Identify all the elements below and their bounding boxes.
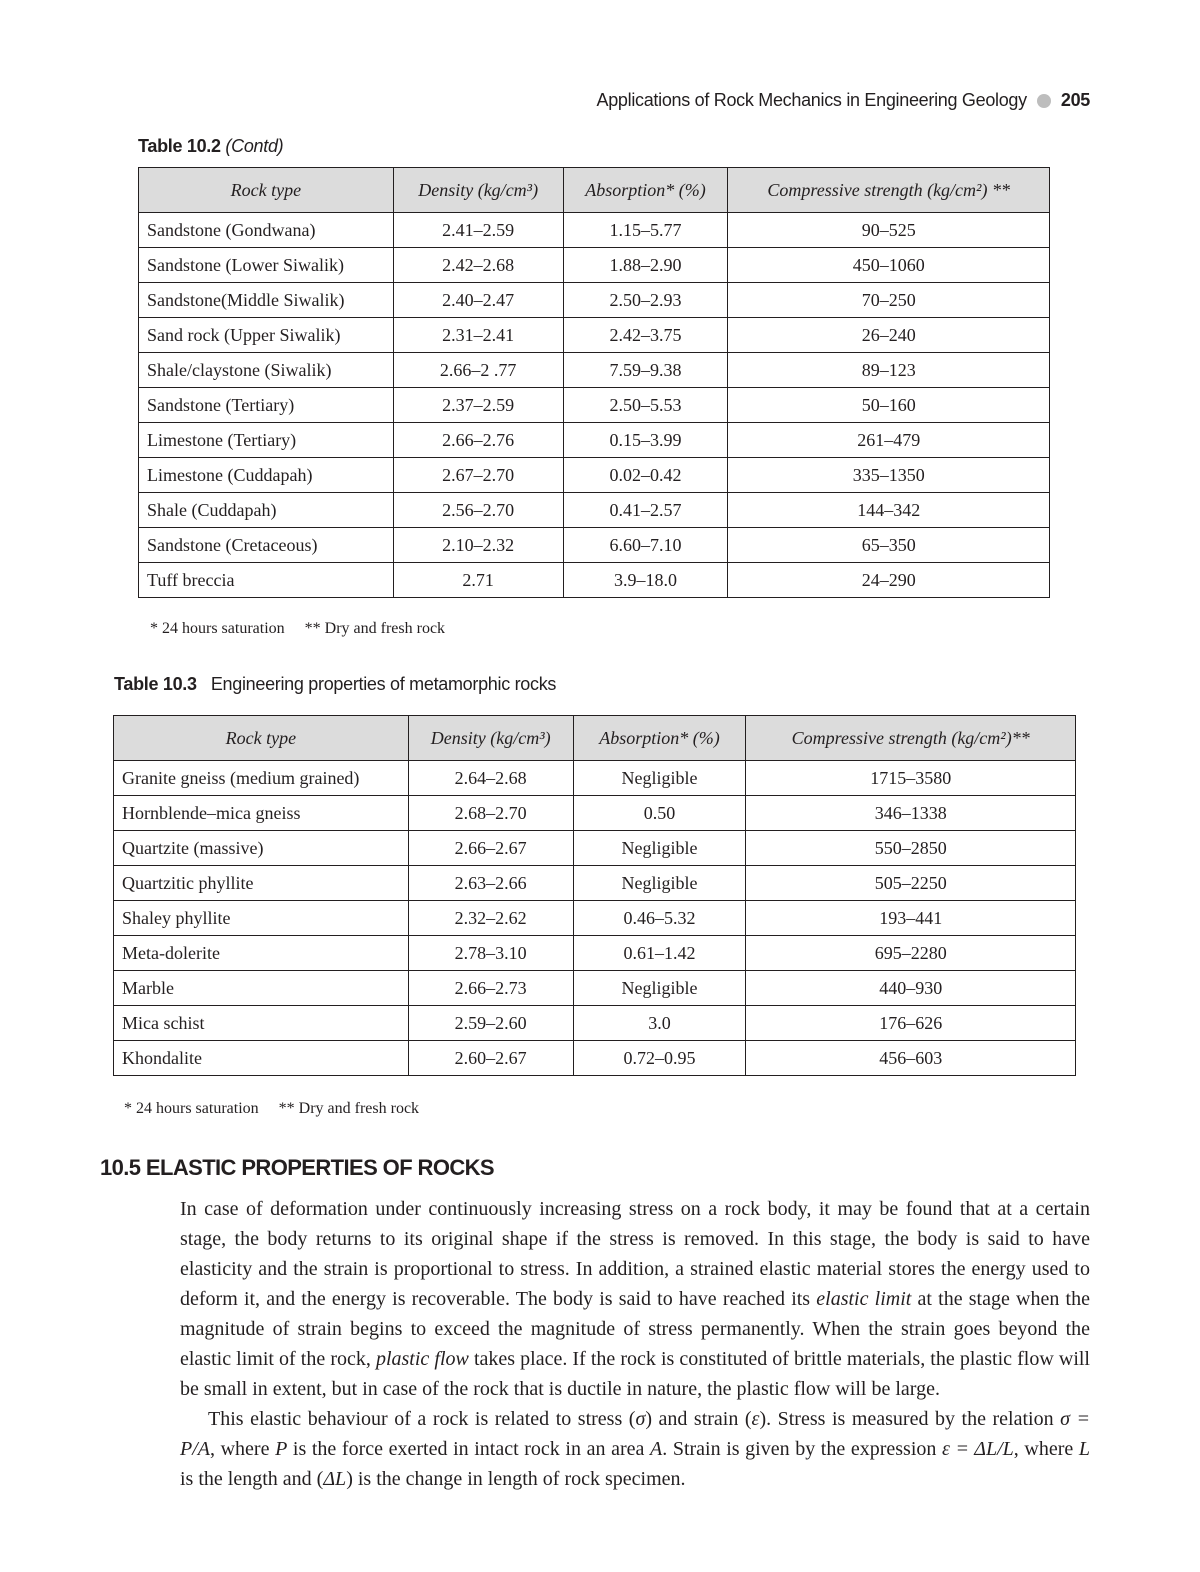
table-10-2 (138, 167, 1050, 598)
absorption-cell: 2.50–5.53 (563, 388, 728, 423)
table-row (139, 423, 1050, 458)
compressive-strength-cell: 144–342 (728, 493, 1050, 528)
text-run: , where (1013, 1438, 1079, 1460)
table-row (114, 901, 1076, 936)
rock-type-cell: Hornblende–mica gneiss (114, 796, 409, 831)
page-number: 205 (1060, 90, 1090, 110)
table-10-2-caption (138, 136, 283, 157)
rock-type-cell: Sandstone (Cretaceous) (139, 528, 394, 563)
compressive-strength-cell: 70–250 (728, 283, 1050, 318)
absorption-cell: 1.15–5.77 (563, 213, 728, 248)
rock-type-cell: Marble (114, 971, 409, 1006)
absorption-cell: Negligible (573, 971, 746, 1006)
column-header-absorption: Absorption* (%) (563, 168, 728, 213)
density-cell: 2.66–2 .77 (393, 353, 563, 388)
column-header-density: Density (kg/cm³) (393, 168, 563, 213)
text-run: ). Stress is measured by the relation (759, 1408, 1061, 1430)
text-run: In case of deformation under continuously increasing stress on a rock body, it may be found that at a certain stage, the body returns to its original shape if the stress is removed. In this stage, the body is said to have elasticity and the strain is proportional to stress. In addition, a strained elastic material stores the energy used to deform it, and the energy is recoverable. The body is said to have reached its (180, 1198, 1090, 1310)
rock-type-cell: Sandstone(Middle Siwalik) (139, 283, 394, 318)
table-row (139, 388, 1050, 423)
text-run: takes place. If the rock is constituted of brittle materials, the plastic flow will be small in extent, but in case of the rock that is ductile in nature, the plastic flow will be large. (180, 1348, 1090, 1400)
rock-type-cell: Sandstone (Lower Siwalik) (139, 248, 394, 283)
table-row (139, 528, 1050, 563)
term-plastic-flow: plastic flow (375, 1348, 469, 1370)
rock-type-cell: Limestone (Cuddapah) (139, 458, 394, 493)
compressive-strength-cell: 89–123 (728, 353, 1050, 388)
density-cell: 2.32–2.62 (408, 901, 573, 936)
text-run: ) and strain ( (645, 1408, 752, 1430)
text-run: . Strain is given by the expression (662, 1438, 943, 1460)
compressive-strength-cell: 346–1338 (746, 796, 1076, 831)
rock-type-cell: Shaley phyllite (114, 901, 409, 936)
rock-type-cell: Tuff breccia (139, 563, 394, 598)
table-row (114, 971, 1076, 1006)
compressive-strength-cell: 550–2850 (746, 831, 1076, 866)
density-cell: 2.66–2.76 (393, 423, 563, 458)
bullet-dot-icon (1037, 94, 1051, 108)
compressive-strength-cell: 24–290 (728, 563, 1050, 598)
column-header-compressive-strength: Compressive strength (kg/cm²)** (746, 716, 1076, 761)
table-row (139, 563, 1050, 598)
rock-type-cell: Shale (Cuddapah) (139, 493, 394, 528)
density-cell: 2.66–2.73 (408, 971, 573, 1006)
absorption-cell: Negligible (573, 866, 746, 901)
absorption-cell: 2.50–2.93 (563, 283, 728, 318)
table-10-3-title: Engineering properties of metamorphic rocks (210, 674, 557, 694)
table-row (114, 796, 1076, 831)
density-cell: 2.71 (393, 563, 563, 598)
density-cell: 2.63–2.66 (408, 866, 573, 901)
absorption-cell: 1.88–2.90 (563, 248, 728, 283)
absorption-cell: 0.50 (573, 796, 746, 831)
table-row (139, 318, 1050, 353)
rock-type-cell: Shale/claystone (Siwalik) (139, 353, 394, 388)
absorption-cell: 0.41–2.57 (563, 493, 728, 528)
table-row (114, 831, 1076, 866)
column-header-compressive-strength: Compressive strength (kg/cm²) ** (728, 168, 1050, 213)
rock-type-cell: Meta-dolerite (114, 936, 409, 971)
density-cell: 2.42–2.68 (393, 248, 563, 283)
table-row (114, 936, 1076, 971)
compressive-strength-cell: 176–626 (746, 1006, 1076, 1041)
absorption-cell: 0.72–0.95 (573, 1041, 746, 1076)
compressive-strength-cell: 50–160 (728, 388, 1050, 423)
text-run: is the length and ( (180, 1468, 324, 1490)
compressive-strength-cell: 261–479 (728, 423, 1050, 458)
compressive-strength-cell: 90–525 (728, 213, 1050, 248)
table-row (114, 1041, 1076, 1076)
density-cell: 2.66–2.67 (408, 831, 573, 866)
compressive-strength-cell: 440–930 (746, 971, 1076, 1006)
running-head (597, 90, 1091, 111)
symbol-sigma: σ (635, 1408, 646, 1430)
absorption-cell: 0.02–0.42 (563, 458, 728, 493)
table-row (114, 1006, 1076, 1041)
footnote-saturation: * 24 hours saturation (150, 620, 285, 637)
formula-stress: σ = P/A (180, 1408, 1091, 1460)
absorption-cell: Negligible (573, 761, 746, 796)
symbol-epsilon: ε (751, 1408, 760, 1430)
rock-type-cell: Sandstone (Gondwana) (139, 213, 394, 248)
table-row (139, 353, 1050, 388)
absorption-cell: 3.9–18.0 (563, 563, 728, 598)
table-10-2-label: Table 10.2 (138, 136, 221, 156)
paragraph-1 (180, 1194, 1090, 1404)
table-10-3-caption (114, 674, 556, 695)
table-row (114, 866, 1076, 901)
rock-type-cell: Quartzitic phyllite (114, 866, 409, 901)
symbol-delta-l: ΔL (323, 1468, 347, 1490)
footnote-dry-fresh: ** Dry and fresh rock (278, 1100, 420, 1117)
table-row (139, 493, 1050, 528)
table-10-3 (113, 715, 1076, 1076)
density-cell: 2.40–2.47 (393, 283, 563, 318)
paragraph-2 (180, 1404, 1090, 1494)
table-10-3-label: Table 10.3 (114, 674, 197, 694)
absorption-cell: Negligible (573, 831, 746, 866)
table-10-2-contd: (Contd) (225, 136, 284, 156)
absorption-cell: 0.46–5.32 (573, 901, 746, 936)
density-cell: 2.78–3.10 (408, 936, 573, 971)
compressive-strength-cell: 193–441 (746, 901, 1076, 936)
table-body (114, 761, 1076, 1076)
text-run: ) is the change in length of rock specimen. (346, 1468, 686, 1490)
table-row (139, 283, 1050, 318)
compressive-strength-cell: 65–350 (728, 528, 1050, 563)
column-header-absorption: Absorption* (%) (573, 716, 746, 761)
table-header-row (139, 168, 1050, 213)
absorption-cell: 0.15–3.99 (563, 423, 728, 458)
text-run: at the stage when the magnitude of strain begins to exceed the magnitude of stress permanently. When the strain goes beyond the elastic limit of the rock, (180, 1288, 1090, 1370)
rock-type-cell: Limestone (Tertiary) (139, 423, 394, 458)
formula-strain: ε = ΔL/L (942, 1438, 1014, 1460)
symbol-a: A (649, 1438, 663, 1460)
footnote-dry-fresh: ** Dry and fresh rock (304, 620, 446, 637)
rock-type-cell: Khondalite (114, 1041, 409, 1076)
table-header-row (114, 716, 1076, 761)
rock-type-cell: Mica schist (114, 1006, 409, 1041)
density-cell: 2.37–2.59 (393, 388, 563, 423)
density-cell: 2.60–2.67 (408, 1041, 573, 1076)
compressive-strength-cell: 26–240 (728, 318, 1050, 353)
table-body (139, 213, 1050, 598)
table-row (139, 458, 1050, 493)
running-head-title: Applications of Rock Mechanics in Engineering Geology (596, 90, 1027, 110)
rock-type-cell: Sandstone (Tertiary) (139, 388, 394, 423)
absorption-cell: 6.60–7.10 (563, 528, 728, 563)
density-cell: 2.67–2.70 (393, 458, 563, 493)
absorption-cell: 2.42–3.75 (563, 318, 728, 353)
table-row (139, 248, 1050, 283)
compressive-strength-cell: 450–1060 (728, 248, 1050, 283)
text-run: This elastic behaviour of a rock is related to stress ( (208, 1408, 636, 1430)
absorption-cell: 0.61–1.42 (573, 936, 746, 971)
density-cell: 2.10–2.32 (393, 528, 563, 563)
symbol-p: P (275, 1438, 288, 1460)
column-header-rock-type: Rock type (114, 716, 409, 761)
compressive-strength-cell: 335–1350 (728, 458, 1050, 493)
footnote-saturation: * 24 hours saturation (124, 1100, 259, 1117)
table-row (114, 761, 1076, 796)
density-cell: 2.59–2.60 (408, 1006, 573, 1041)
density-cell: 2.64–2.68 (408, 761, 573, 796)
compressive-strength-cell: 505–2250 (746, 866, 1076, 901)
density-cell: 2.41–2.59 (393, 213, 563, 248)
section-heading: 10.5 ELASTIC PROPERTIES OF ROCKS (100, 1155, 494, 1180)
absorption-cell: 7.59–9.38 (563, 353, 728, 388)
rock-type-cell: Sand rock (Upper Siwalik) (139, 318, 394, 353)
table-10-2-footnotes (150, 620, 445, 638)
density-cell: 2.31–2.41 (393, 318, 563, 353)
compressive-strength-cell: 456–603 (746, 1041, 1076, 1076)
rock-type-cell: Granite gneiss (medium grained) (114, 761, 409, 796)
text-run: , where (210, 1438, 276, 1460)
symbol-l: L (1078, 1438, 1091, 1460)
density-cell: 2.68–2.70 (408, 796, 573, 831)
table-row (139, 213, 1050, 248)
rock-type-cell: Quartzite (massive) (114, 831, 409, 866)
section-body (180, 1194, 1090, 1494)
text-run: is the force exerted in intact rock in an area (287, 1438, 650, 1460)
term-elastic-limit: elastic limit (816, 1288, 912, 1310)
column-header-density: Density (kg/cm³) (408, 716, 573, 761)
compressive-strength-cell: 1715–3580 (746, 761, 1076, 796)
absorption-cell: 3.0 (573, 1006, 746, 1041)
table-10-3-footnotes (124, 1100, 419, 1118)
density-cell: 2.56–2.70 (393, 493, 563, 528)
column-header-rock-type: Rock type (139, 168, 394, 213)
compressive-strength-cell: 695–2280 (746, 936, 1076, 971)
